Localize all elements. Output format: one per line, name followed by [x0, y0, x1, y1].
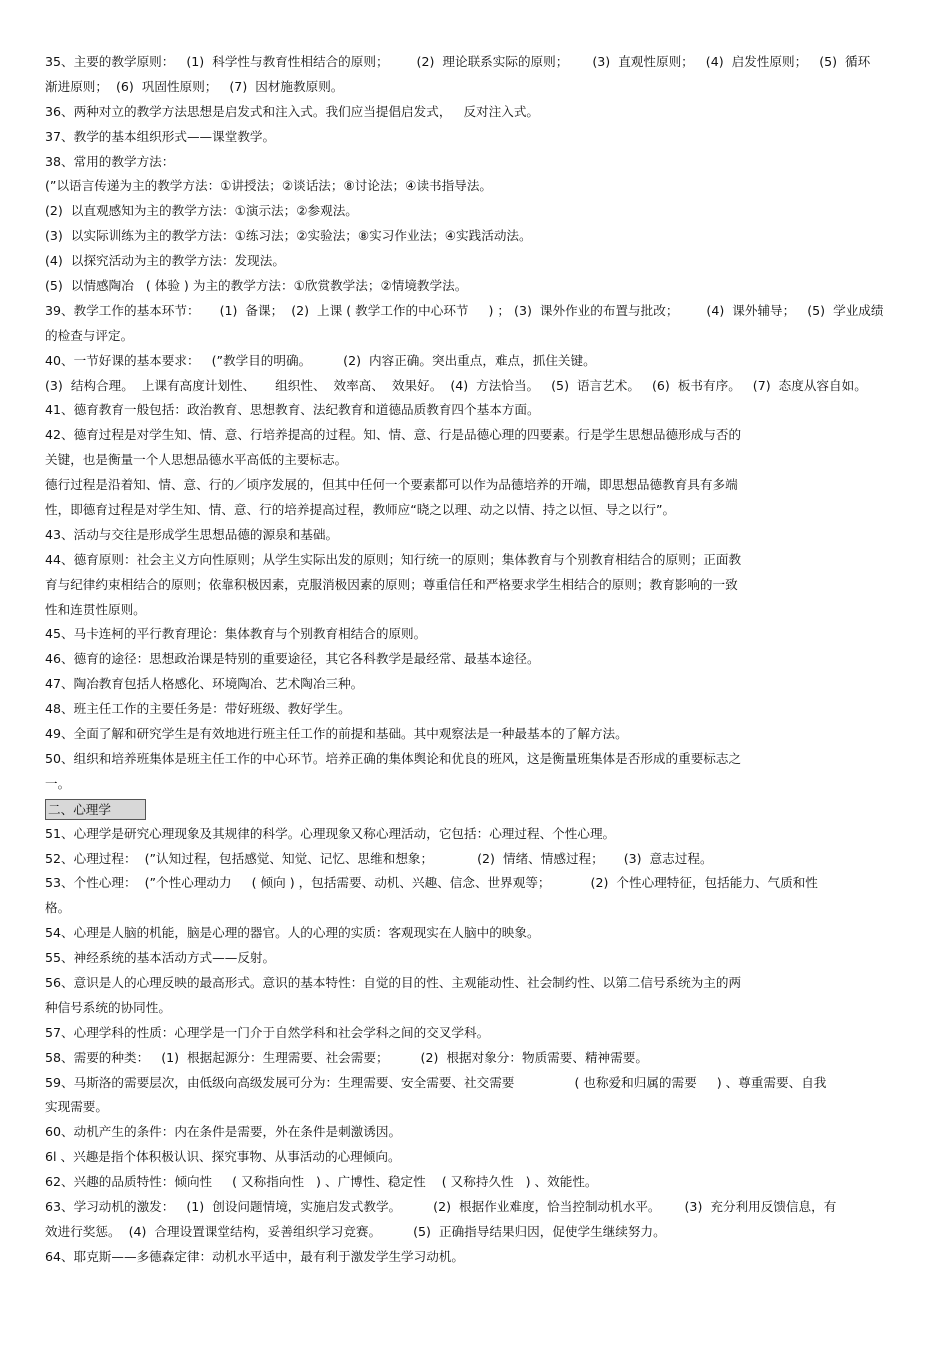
text-line: 56、意识是人的心理反映的最高形式。意识的基本特性：自觉的目的性、主观能动性、社会制约性、以第二信号系统为主的两 [45, 974, 742, 990]
text-line: (4) 以探究活动为主的教学方法：发现法。 [45, 253, 285, 269]
text-line: 格。 [45, 900, 71, 916]
text-line: 种信号系统的协同性。 [45, 999, 171, 1015]
text-line: 53、个性心理： (”个性心理动力 ( 倾向 ) ，包括需要、动机、兴趣、信念、世界观等； (2) 个性心理特征，包括能力、气质和性 [45, 875, 818, 891]
text-line: 48、班主任工作的主要任务是：带好班级、教好学生。 [45, 701, 351, 717]
text-line: 44、德育原则：社会主义方向性原则；从学生实际出发的原则；知行统一的原则；集体教育与个别教育相结合的原则；正面教 [45, 551, 742, 567]
text-line: 6l 、兴趣是指个体积极认识、探究事物、从事活动的心理倾向。 [45, 1149, 401, 1165]
section-heading: 二、心理学 [45, 799, 146, 820]
text-line: 45、马卡连柯的平行教育理论：集体教育与个别教育相结合的原则。 [45, 626, 427, 642]
text-line: 52、心理过程： (”认知过程，包括感觉、知觉、记忆、思维和想象； (2) 情绪、情感过程； (3) 意志过程。 [45, 850, 713, 866]
text-line [45, 797, 925, 822]
text-line: 57、心理学科的性质：心理学是一门介于自然学科和社会学科之间的交叉学科。 [45, 1024, 490, 1040]
text-line: 德行过程是沿着知、情、意、行的／顷序发展的，但其中任何一个要素都可以作为品德培养的开端，即思想品德教育具有多端 [45, 477, 738, 493]
text-line: (3) 结构合理。 上课有高度计划性、 组织性、 效率高、 效果好。 (4) 方法恰当。 (5) 语言艺术。 (6) 板书有序。 (7) 态度从容自如。 [45, 377, 867, 393]
text-line: 63、学习动机的激发： (1) 创设问题情境，实施启发式教学。 (2) 根据作业难度，恰当控制动机水平。 (3) 充分利用反馈信息，有 [45, 1198, 837, 1214]
text-line: 51、心理学是研究心理现象及其规律的科学。心理现象又称心理活动，它包括：心理过程、个性心理。 [45, 825, 616, 841]
document-body [45, 50, 925, 1270]
text-line: 的检查与评定。 [45, 327, 134, 343]
text-line: 37、教学的基本组织形式——课堂教学。 [45, 128, 276, 144]
text-line: 渐进原则； (6) 巩固性原则； (7) 因材施教原则。 [45, 78, 344, 94]
text-line: 59、马斯洛的需要层次，由低级向高级发展可分为：生理需要、安全需要、社交需要 ( 也称爱和归属的需要 ) 、尊重需要、自我 [45, 1074, 827, 1090]
text-line: 性和连贯性原则。 [45, 601, 146, 617]
text-line: 42、德育过程是对学生知、情、意、行培养提高的过程。知、情、意、行是品德心理的四要素。行是学生思想品德形成与否的 [45, 427, 742, 443]
text-line: 育与纪律约束相结合的原则；依靠积极因素，克服消极因素的原则；尊重信任和严格要求学生相结合的原则；教育影响的一致 [45, 576, 738, 592]
text-line: 关键，也是衡量一个人思想品德水平高低的主要标志。 [45, 452, 348, 468]
text-line: (2) 以直观感知为主的教学方法：①演示法；②参观法。 [45, 203, 358, 219]
text-line: 实现需要。 [45, 1099, 108, 1115]
text-line: (”以语言传递为主的教学方法：①讲授法；②谈话法；⑧讨论法；④读书指导法。 [45, 178, 493, 194]
text-line: 39、教学工作的基本环节： (1) 备课； (2) 上课 ( 教学工作的中心环节 ) ； (3) 课外作业的布置与批改； (4) 课外辅导； (5) 学业成绩 [45, 302, 884, 318]
text-line: 49、全面了解和研究学生是有效地进行班主任工作的前提和基础。其中观察法是一种最基本的了解方法。 [45, 726, 628, 742]
text-line: 54、心理是人脑的机能，脑是心理的器官。人的心理的实质：客观现实在人脑中的映象。 [45, 925, 540, 941]
text-line: 性，即德育过程是对学生知、情、意、行的培养提高过程，教师应“晓之以理、动之以情、持之以恒、导之以行”。 [45, 502, 676, 518]
text-line: 60、动机产生的条件：内在条件是需要，外在条件是刺激诱因。 [45, 1124, 402, 1140]
text-line: 50、组织和培养班集体是班主任工作的中心环节。培养正确的集体舆论和优良的班风，这是衡量班集体是否形成的重要标志之 [45, 750, 742, 766]
text-line: 43、活动与交往是形成学生思想品德的源泉和基础。 [45, 526, 339, 542]
text-line: 58、需要的种类： (1) 根据起源分：生理需要、社会需要； (2) 根据对象分：物质需要、精神需要。 [45, 1049, 648, 1065]
text-line: 40、一节好课的基本要求： (”教学目的明确。 (2) 内容正确。突出重点，难点，抓住关键。 [45, 352, 596, 368]
text-line: 35、主要的教学原则： (1) 科学性与教育性相结合的原则； (2) 理论联系实际的原则； (3) 直观性原则； (4) 启发性原则； (5) 循环 [45, 54, 871, 69]
text-line: (5) 以情感陶冶 ( 体验 ) 为主的教学方法：①欣赏教学法；②情境教学法。 [45, 278, 468, 294]
text-line: 64、耶克斯——多德森定律：动机水平适中，最有利于激发学生学习动机。 [45, 1248, 465, 1264]
text-line: 38、常用的教学方法： [45, 153, 175, 169]
text-line: 55、神经系统的基本活动方式——反射。 [45, 950, 276, 966]
text-line: 41、德育教育一般包括：政治教育、思想教育、法纪教育和道德品质教育四个基本方面。 [45, 402, 540, 418]
text-line: 62、兴趣的品质特性：倾向性 ( 又称指向性 ) 、广博性、稳定性 ( 又称持久性 ) 、效能性。 [45, 1174, 598, 1190]
text-line: (3) 以实际训练为主的教学方法：①练习法；②实验法；⑧实习作业法；④实践活动法。 [45, 228, 532, 244]
text-line: 47、陶冶教育包括人格感化、环境陶冶、艺术陶冶三种。 [45, 676, 364, 692]
text-line: 一。 [45, 775, 71, 791]
text-line: 效进行奖惩。 (4) 合理设置课堂结构，妥善组织学习竞赛。 (5) 正确指导结果归因，促使学生继续努力。 [45, 1223, 666, 1239]
text-line: 36、两种对立的教学方法思想是启发式和注入式。我们应当提倡启发式， 反对注入式。 [45, 103, 540, 119]
text-line: 46、德育的途径：思想政治课是特别的重要途径，其它各科教学是最经常、最基本途径。 [45, 651, 540, 667]
